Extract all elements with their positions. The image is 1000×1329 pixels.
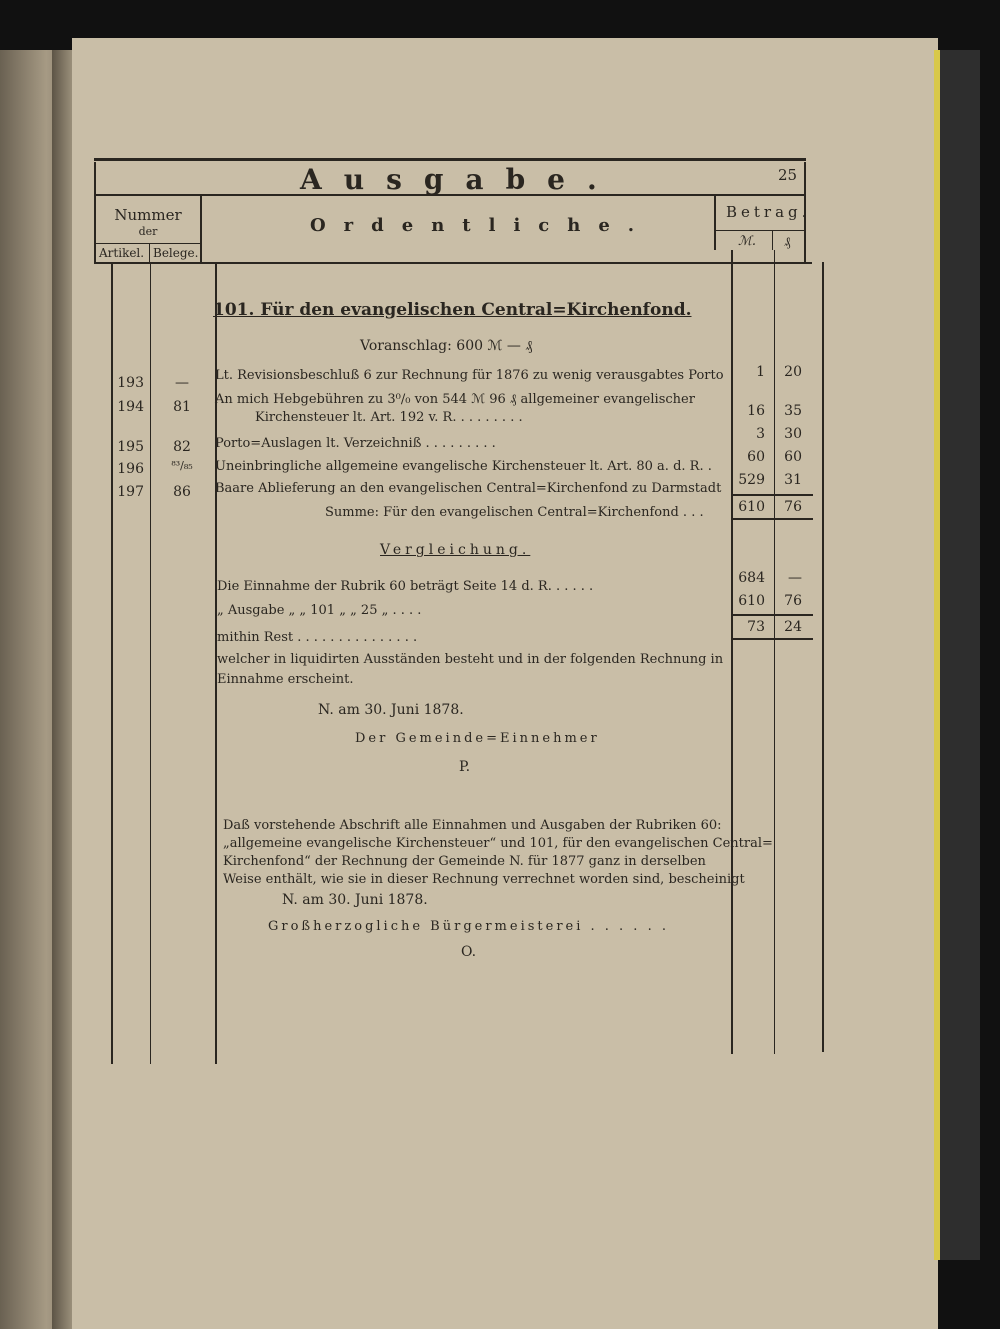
book-cover-edge	[934, 50, 980, 1260]
vergleichung-heading: Vergleichung.	[380, 542, 531, 558]
row-artikel: 197	[117, 484, 144, 500]
rest-note-line2: Einnahme erscheint.	[217, 672, 354, 687]
top-rule	[94, 158, 806, 161]
row-text: An mich Hebgebühren zu 3⁰/₀ von 544 ℳ 96 ₰ allgemeiner evangelischer	[215, 392, 695, 407]
row-pf: 31	[784, 472, 802, 488]
row-beleg: 82	[173, 439, 191, 455]
summe-text: Summe: Für den evangelischen Central=Kirchenfond . . .	[325, 505, 704, 520]
row-pf: 35	[784, 403, 802, 419]
row-text: Uneinbringliche allgemeine evangelische Kirchensteuer lt. Art. 80 a. d. R. .	[215, 459, 712, 474]
summe-mark: 610	[738, 499, 765, 515]
col-belege: Belege.	[153, 246, 199, 260]
page-title: Ausgabe.	[300, 163, 619, 196]
row-text: Lt. Revisionsbeschluß 6 zur Rechnung für 1876 zu wenig verausgabtes Porto	[215, 368, 724, 383]
ausgabe-text: „ Ausgabe „ „ 101 „ „ 25 „ . . . .	[217, 603, 422, 618]
row-pf: 30	[784, 426, 802, 442]
certificate-initial: O.	[461, 944, 477, 960]
mark-pf-divider-head	[772, 230, 773, 250]
certificate-line1: Daß vorstehende Abschrift alle Einnahmen und Ausgaben der Rubriken 60:	[223, 818, 722, 833]
summe-pf: 76	[784, 499, 802, 515]
col-line-6	[822, 262, 824, 1052]
col-mark: ℳ.	[738, 234, 757, 249]
row-mark: 529	[738, 472, 765, 488]
header-divider	[200, 196, 202, 264]
row-artikel: 193	[117, 375, 144, 391]
rest-rule-bottom	[733, 638, 813, 640]
page-number: 25	[778, 166, 798, 184]
rest-pf: 24	[784, 619, 802, 635]
rest-rule-top	[733, 614, 813, 616]
rest-note-line1: welcher in liquidirten Ausständen besteht und in der folgenden Rechnung in	[217, 652, 724, 667]
summe-rule-bottom	[733, 518, 813, 520]
rest-mark: 73	[747, 619, 765, 635]
betrag-subrule	[716, 230, 806, 231]
row-mark: 60	[747, 449, 765, 465]
subtitle: Ordentliche.	[310, 215, 653, 236]
certificate-place-date: N. am 30. Juni 1878.	[282, 892, 428, 908]
artikel-belege-divider-head	[149, 243, 150, 263]
col-der: der	[138, 225, 158, 238]
row-beleg: —	[175, 375, 189, 391]
signature-place-date: N. am 30. Juni 1878.	[318, 702, 464, 718]
betrag-divider	[714, 196, 716, 250]
row-text: Baare Ablieferung an den evangelischen Central=Kirchenfond zu Darmstadt	[215, 481, 722, 496]
ausgabe-mark: 610	[738, 593, 765, 609]
signature-initial: P.	[459, 759, 471, 775]
signature-role: Der Gemeinde=Einnehmer	[355, 731, 600, 746]
row-artikel: 195	[117, 439, 144, 455]
col-pf: ₰	[784, 235, 791, 250]
row-pf: 20	[784, 364, 802, 380]
einnahme-text: Die Einnahme der Rubrik 60 beträgt Seite 14 d. R. . . . . .	[217, 579, 594, 594]
row-mark: 3	[756, 426, 765, 442]
rest-text: mithin Rest . . . . . . . . . . . . . . .	[217, 630, 418, 645]
certificate-line4: Weise enthält, wie sie in dieser Rechnung verrechnet worden sind, bescheinigt	[223, 872, 745, 887]
certificate-line2: „allgemeine evangelische Kirchensteuer“ und 101, für den evangelischen Central=	[223, 836, 773, 851]
summe-rule-top	[733, 494, 813, 496]
nummer-subrule	[96, 243, 200, 244]
col-artikel: Artikel.	[99, 246, 145, 260]
row-beleg: ⁸³/₈₅	[171, 459, 193, 472]
row-beleg: 81	[173, 399, 191, 415]
col-line-2	[150, 264, 151, 1064]
certificate-authority: Großherzogliche Bürgermeisterei . . . . . .	[268, 919, 669, 934]
col-nummer: Nummer	[114, 206, 182, 224]
row-mark: 16	[747, 403, 765, 419]
row-beleg: 86	[173, 484, 191, 500]
row-text-cont: Kirchensteuer lt. Art. 192 v. R. . . . . . . . .	[255, 410, 523, 425]
row-mark: 1	[756, 364, 765, 380]
row-artikel: 196	[117, 461, 144, 477]
row-artikel: 194	[117, 399, 144, 415]
row-pf: 60	[784, 449, 802, 465]
einnahme-pf: —	[788, 570, 802, 586]
col-betrag: Betrag.	[726, 203, 811, 221]
einnahme-mark: 684	[738, 570, 765, 586]
certificate-line3: Kirchenfond“ der Rechnung der Gemeinde N. für 1877 ganz in derselben	[223, 854, 706, 869]
row-text: Porto=Auslagen lt. Verzeichniß . . . . . . . . .	[215, 436, 496, 451]
section-heading: 101. Für den evangelischen Central=Kirchenfond.	[213, 300, 692, 320]
ausgabe-pf: 76	[784, 593, 802, 609]
voranschlag: Voranschlag: 600 ℳ — ₰	[360, 338, 533, 354]
